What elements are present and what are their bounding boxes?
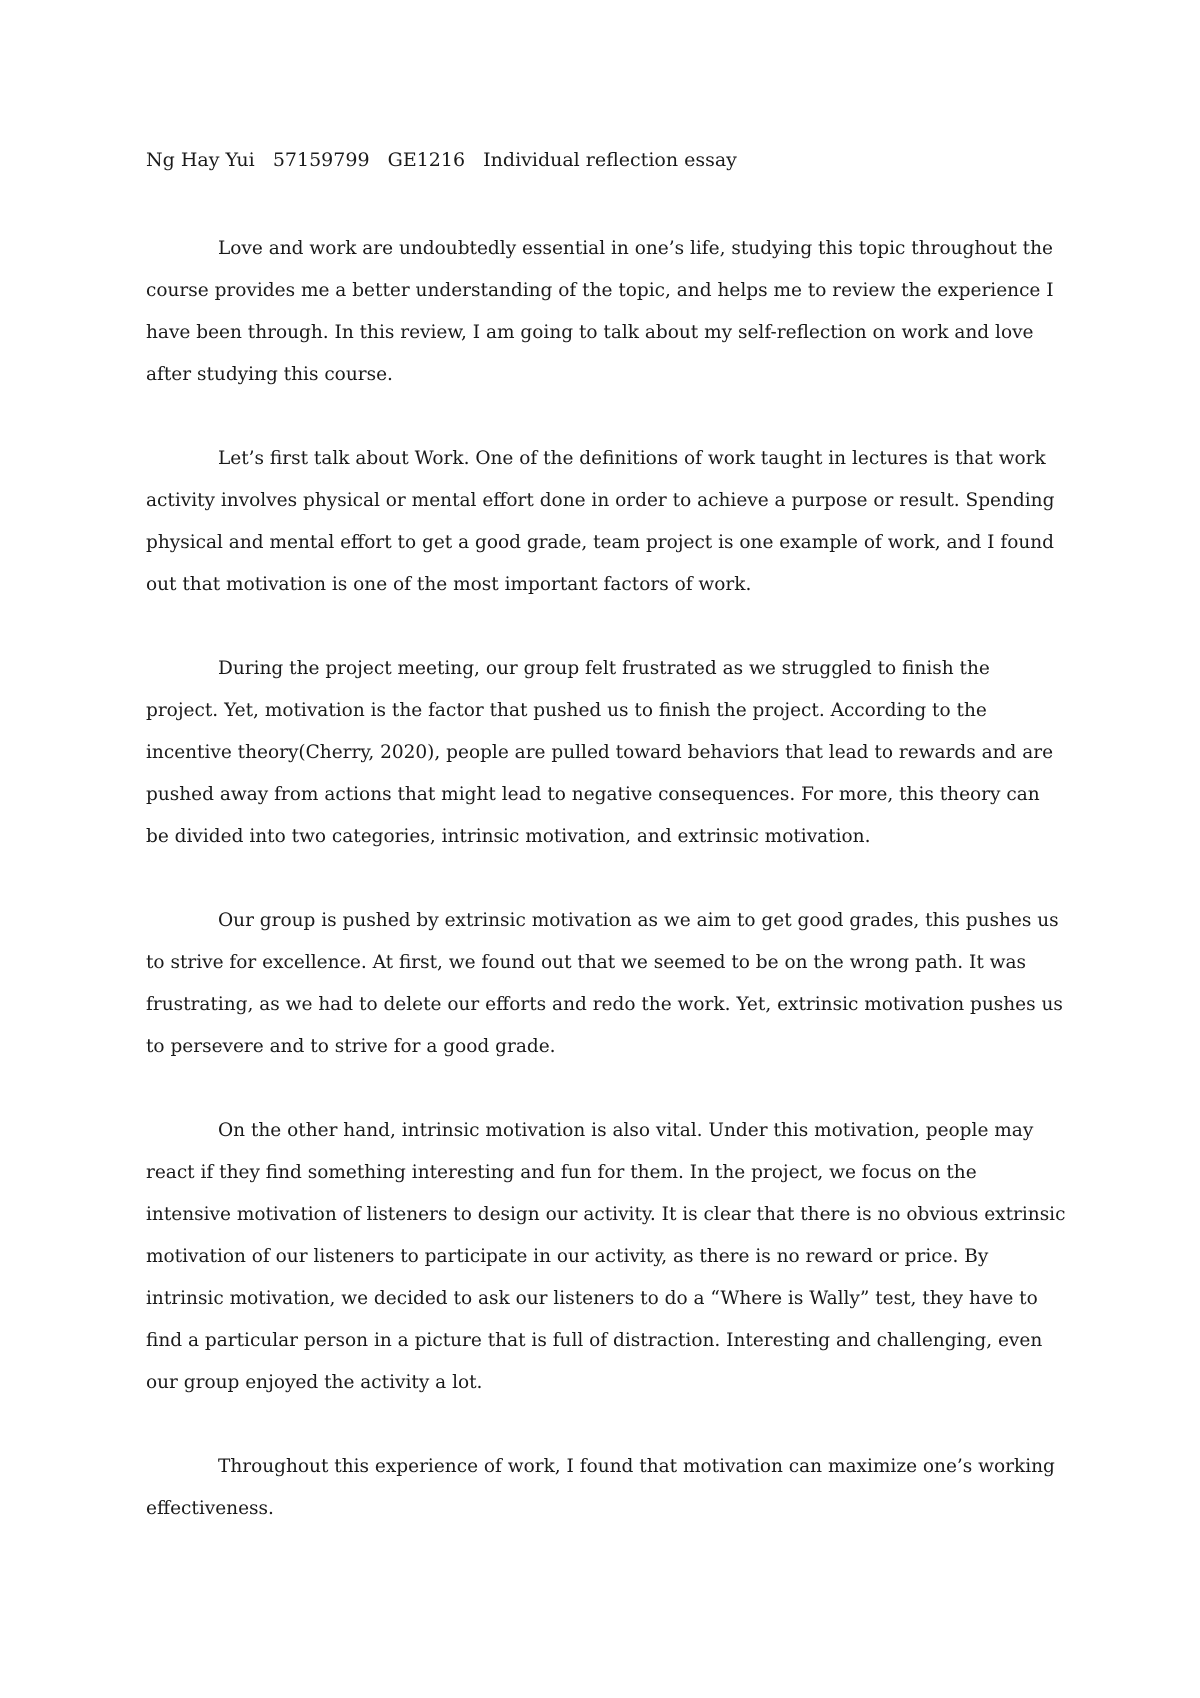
essay-body [146,228,1066,1530]
paragraph-project-meeting: During the project meeting, our group felt frustrated as we struggled to finish the project. Yet, motivation is the factor that pushed us to finish the project. According to the incentive theory(Cherry, 2020), people are pulled toward behaviors that lead to rewards and are pushed away from actions that might lead to negative consequences. For more, this theory can be divided into two categories, intrinsic motivation, and extrinsic motivation. [146,658,1054,847]
paragraph-work-definition: Let’s first talk about Work. One of the definitions of work taught in lectures is that work activity involves physical or mental effort done in order to achieve a purpose or result. Spending physical and mental effort to get a good grade, team project is one example of work, and I found out that motivation is one of the most important factors of work. [146,448,1055,595]
paragraph-conclusion: Throughout this experience of work, I found that motivation can maximize one’s working effectiveness. [146,1456,1055,1519]
paragraph-intrinsic-motivation: On the other hand, intrinsic motivation is also vital. Under this motivation, people may react if they find something interesting and fun for them. In the project, we focus on the intensive motivation of listeners to design our activity. It is clear that there is no obvious extrinsic motivation of our listeners to participate in our activity, as there is no reward or price. By intrinsic motivation, we decided to ask our listeners to do a “Where is Wally” test, they have to find a particular person in a picture that is full of distraction. Interesting and challenging, even our group enjoyed the activity a lot. [146,1120,1066,1393]
essay-header: Ng Hay Yui 57159799 GE1216 Individual reflection essay [146,149,737,171]
paragraph-intro: Love and work are undoubtedly essential in one’s life, studying this topic throughout the course provides me a better understanding of the topic, and helps me to review the experience I have been through. In this review, I am going to talk about my self-reflection on work and love after studying this course. [146,238,1054,385]
paragraph-extrinsic-motivation: Our group is pushed by extrinsic motivation as we aim to get good grades, this pushes us to strive for excellence. At first, we found out that we seemed to be on the wrong path. It was frustrating, as we had to delete our efforts and redo the work. Yet, extrinsic motivation pushes us to persevere and to strive for a good grade. [146,910,1063,1057]
